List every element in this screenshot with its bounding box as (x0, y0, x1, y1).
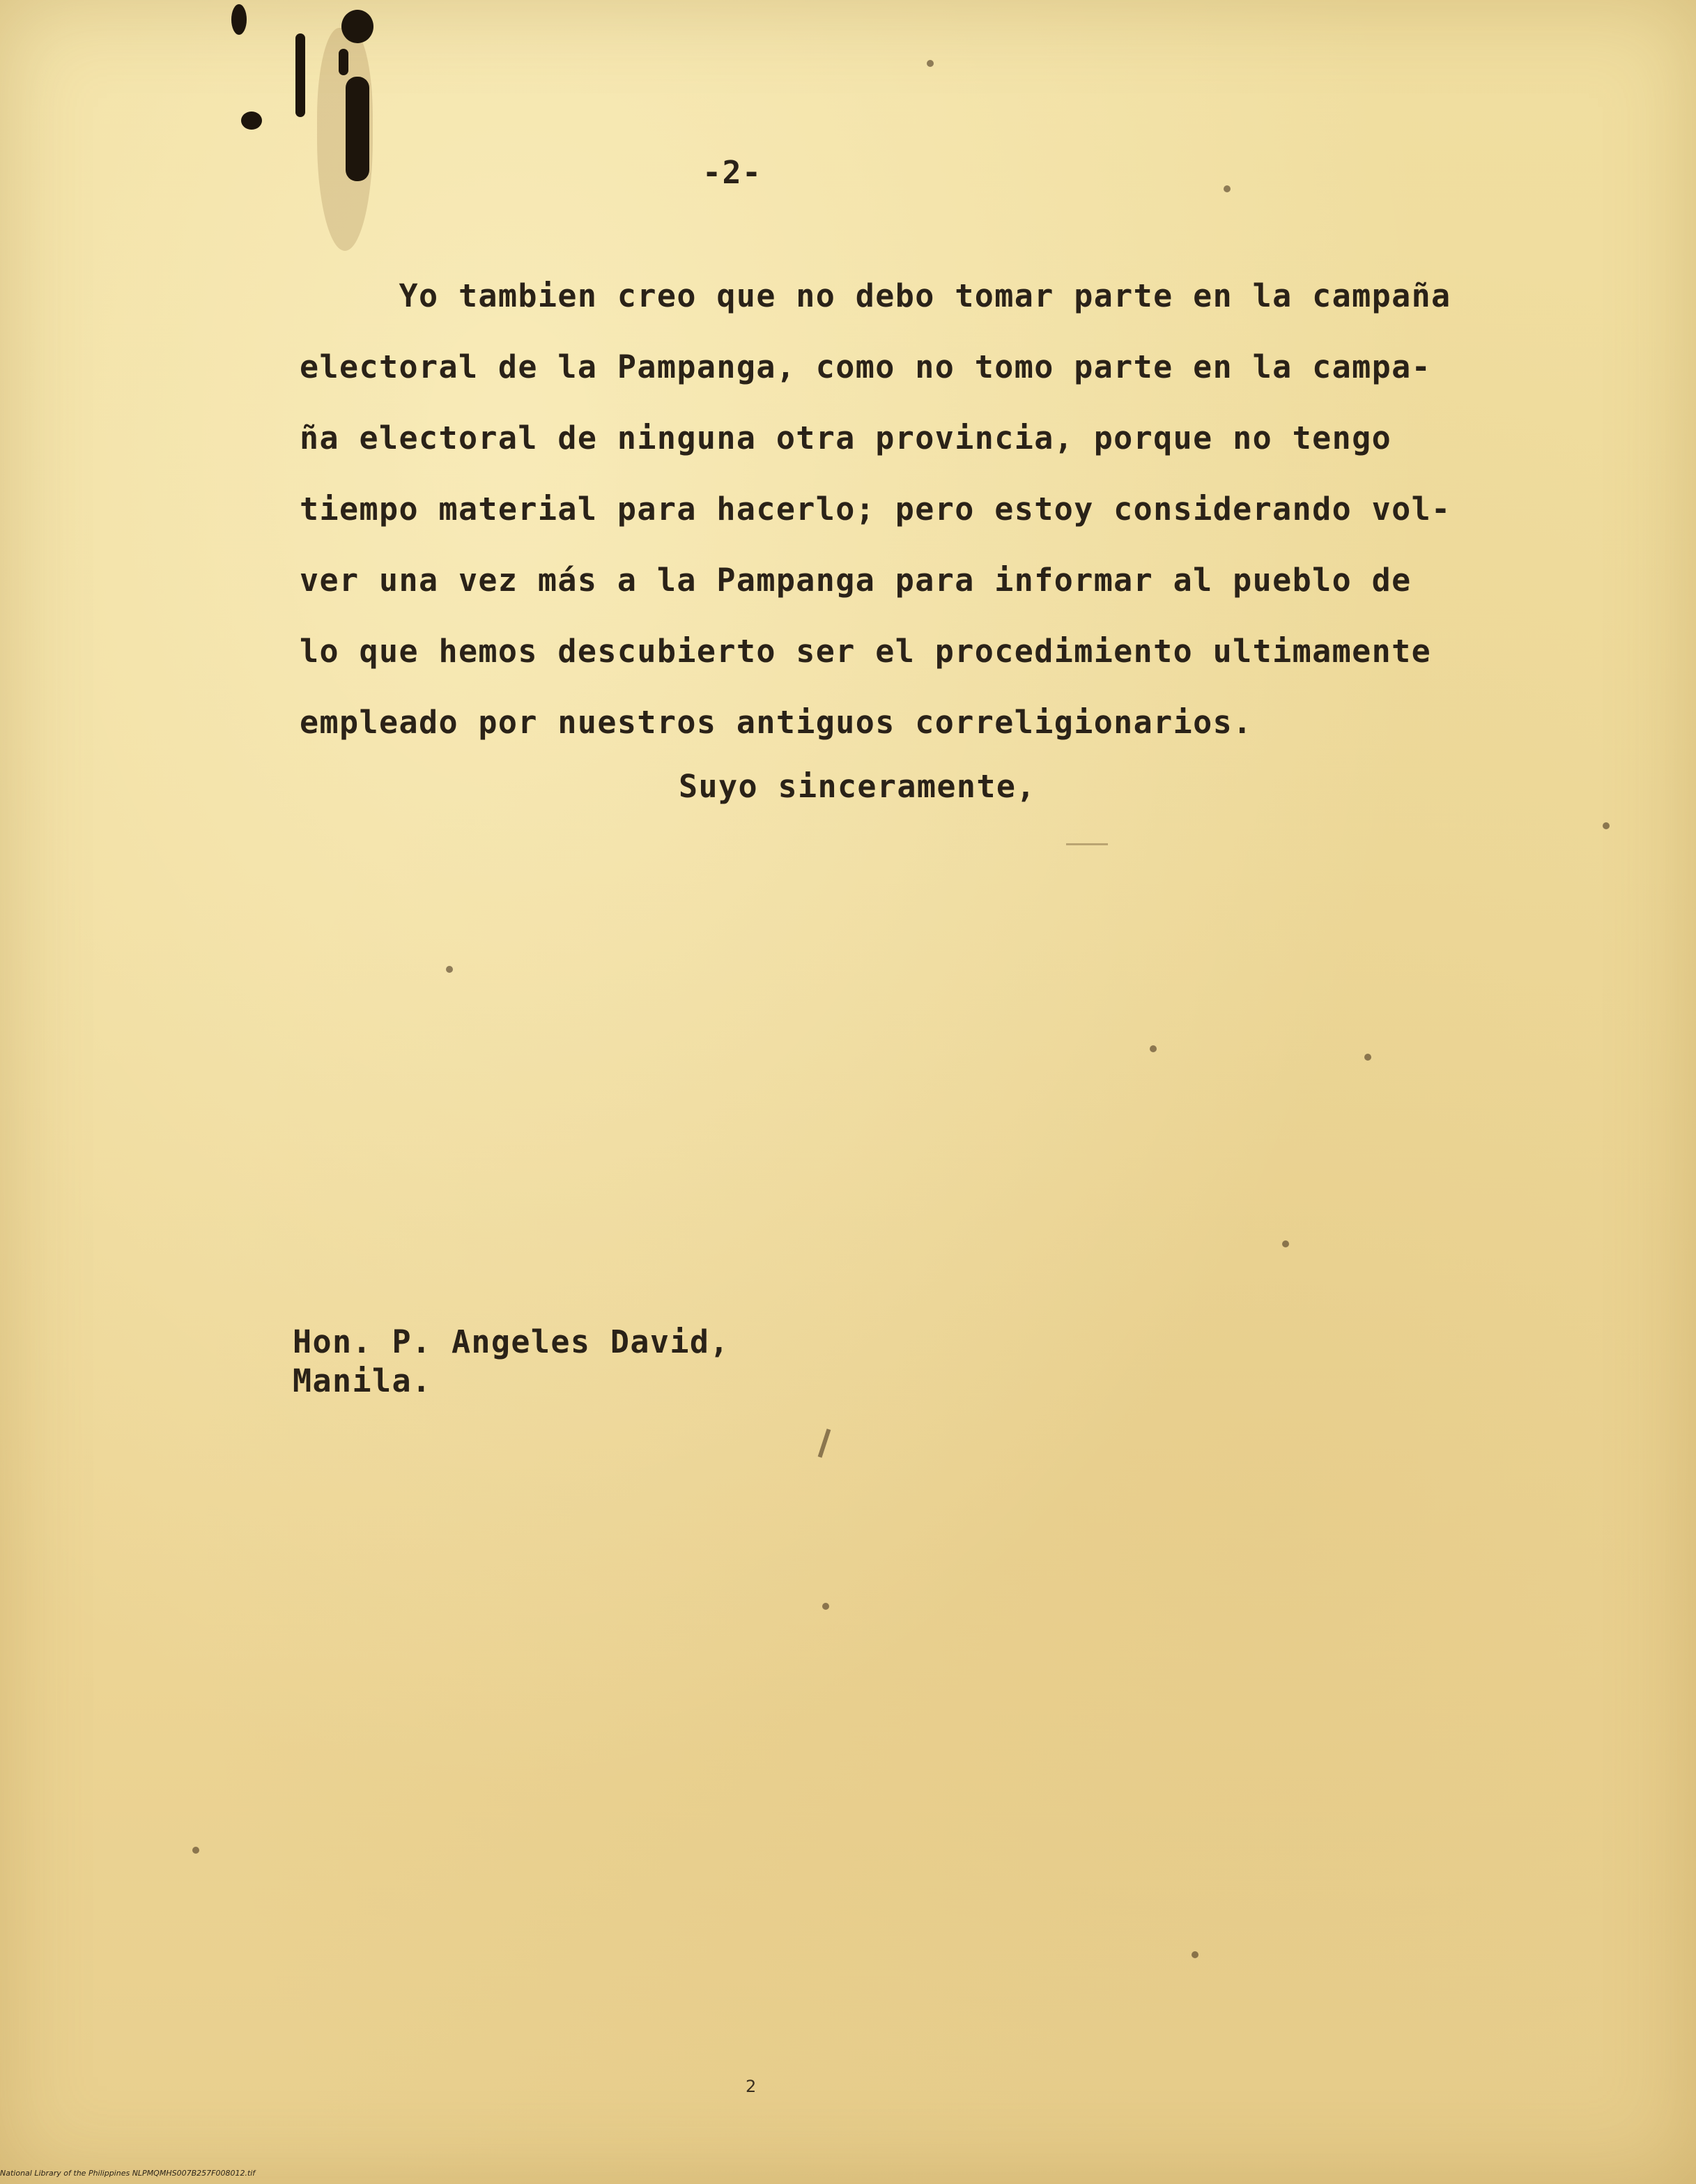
page-number: -2- (702, 154, 762, 191)
body-line: ña electoral de ninguna otra provincia, porque no tengo (300, 420, 1392, 456)
paper-speck (446, 966, 453, 973)
paper-speck (1282, 1240, 1289, 1247)
ink-blot (231, 4, 247, 35)
paper-speck (927, 60, 934, 67)
body-line: empleado por nuestros antiguos correligionarios. (300, 704, 1253, 741)
paper-speck (1603, 822, 1610, 829)
addressee-city: Manila. (293, 1362, 432, 1399)
paper-speck (1192, 1951, 1198, 1958)
paper-speck (1364, 1054, 1371, 1061)
paper-speck (1224, 185, 1231, 192)
ink-blot (241, 111, 262, 130)
body-line: Yo tambien creo que no debo tomar parte en la campaña (300, 277, 1451, 314)
ink-blot (341, 10, 373, 43)
paper-scratch (1066, 843, 1108, 845)
body-line: electoral de la Pampanga, como no tomo parte en la campa- (300, 348, 1432, 385)
archive-label: National Library of the Philippines NLPMQMHS007B257F008012.tif (0, 2169, 256, 2178)
ink-blot (346, 77, 369, 181)
letter-body (300, 261, 1451, 758)
footer-page-number: 2 (746, 2077, 757, 2096)
ink-blot (295, 33, 305, 117)
body-line: lo que hemos descubierto ser el procedimiento ultimamente (300, 633, 1432, 670)
closing-salutation: Suyo sinceramente, (679, 768, 1036, 805)
paper-speck (1150, 1045, 1157, 1052)
ink-blot (339, 49, 348, 75)
body-line: tiempo material para hacerlo; pero estoy considerando vol- (300, 491, 1451, 528)
addressee-block (293, 1323, 730, 1401)
addressee-name: Hon. P. Angeles David, (293, 1323, 730, 1360)
body-line: ver una vez más a la Pampanga para informar al pueblo de (300, 562, 1412, 599)
pencil-mark (818, 1429, 831, 1458)
paper-speck (822, 1603, 829, 1610)
paper-speck (192, 1847, 199, 1854)
